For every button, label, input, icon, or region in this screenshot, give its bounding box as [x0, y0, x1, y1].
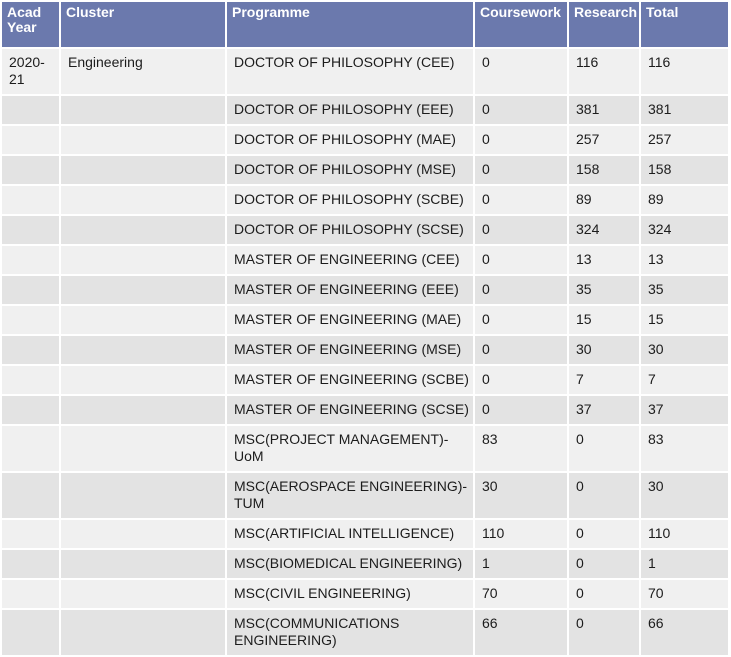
cell-coursework: 70: [475, 580, 567, 608]
table-row: [2, 306, 728, 334]
cell-cluster: [61, 96, 225, 124]
cell-programme: MSC(ARTIFICIAL INTELLIGENCE): [227, 520, 473, 548]
cell-coursework: 110: [475, 520, 567, 548]
cell-total: 110: [641, 520, 728, 548]
header-row: [2, 2, 728, 47]
cell-programme: DOCTOR OF PHILOSOPHY (MAE): [227, 126, 473, 154]
cell-acad-year: 2020-21: [2, 49, 59, 94]
cell-acad-year: [2, 550, 59, 578]
table-row: [2, 276, 728, 304]
cell-coursework: 0: [475, 96, 567, 124]
cell-coursework: 0: [475, 216, 567, 244]
cell-cluster: Engineering: [61, 49, 225, 94]
table-row: [2, 336, 728, 364]
table-row: [2, 49, 728, 94]
table-row: [2, 246, 728, 274]
cell-coursework: 66: [475, 610, 567, 655]
cell-research: 37: [569, 396, 639, 424]
table-row: [2, 610, 728, 655]
cell-research: 35: [569, 276, 639, 304]
table-row: [2, 186, 728, 214]
cell-coursework: 0: [475, 126, 567, 154]
cell-acad-year: [2, 306, 59, 334]
table-row: [2, 473, 728, 518]
cell-coursework: 0: [475, 306, 567, 334]
column-header-programme: Programme: [227, 2, 473, 47]
column-header-research: Research: [569, 2, 639, 47]
cell-acad-year: [2, 473, 59, 518]
cell-cluster: [61, 473, 225, 518]
cell-coursework: 0: [475, 49, 567, 94]
table-row: [2, 426, 728, 471]
cell-research: 15: [569, 306, 639, 334]
column-header-coursework: Coursework: [475, 2, 567, 47]
cell-acad-year: [2, 276, 59, 304]
cell-research: 0: [569, 520, 639, 548]
cell-total: 381: [641, 96, 728, 124]
cell-research: 0: [569, 580, 639, 608]
cell-total: 89: [641, 186, 728, 214]
cell-coursework: 0: [475, 246, 567, 274]
table-row: [2, 126, 728, 154]
cell-cluster: [61, 580, 225, 608]
cell-cluster: [61, 276, 225, 304]
cell-acad-year: [2, 366, 59, 394]
cell-total: 30: [641, 336, 728, 364]
cell-acad-year: [2, 426, 59, 471]
cell-research: 0: [569, 610, 639, 655]
cell-programme: MSC(CIVIL ENGINEERING): [227, 580, 473, 608]
table-row: [2, 520, 728, 548]
cell-programme: MASTER OF ENGINEERING (MAE): [227, 306, 473, 334]
cell-coursework: 1: [475, 550, 567, 578]
table-row: [2, 580, 728, 608]
cell-research: 324: [569, 216, 639, 244]
cell-total: 66: [641, 610, 728, 655]
cell-total: 70: [641, 580, 728, 608]
cell-research: 13: [569, 246, 639, 274]
cell-total: 15: [641, 306, 728, 334]
cell-research: 257: [569, 126, 639, 154]
cell-cluster: [61, 550, 225, 578]
cell-acad-year: [2, 580, 59, 608]
cell-research: 7: [569, 366, 639, 394]
table-header: [2, 2, 728, 47]
cell-acad-year: [2, 396, 59, 424]
cell-acad-year: [2, 520, 59, 548]
cell-coursework: 0: [475, 336, 567, 364]
cell-acad-year: [2, 156, 59, 184]
cell-programme: MSC(PROJECT MANAGEMENT)-UoM: [227, 426, 473, 471]
cell-acad-year: [2, 336, 59, 364]
cell-programme: DOCTOR OF PHILOSOPHY (SCSE): [227, 216, 473, 244]
cell-research: 0: [569, 426, 639, 471]
cell-total: 116: [641, 49, 728, 94]
cell-programme: DOCTOR OF PHILOSOPHY (SCBE): [227, 186, 473, 214]
column-header-total: Total: [641, 2, 728, 47]
cell-cluster: [61, 306, 225, 334]
table-row: [2, 550, 728, 578]
cell-cluster: [61, 186, 225, 214]
cell-cluster: [61, 246, 225, 274]
cell-research: 89: [569, 186, 639, 214]
cell-acad-year: [2, 246, 59, 274]
table-row: [2, 396, 728, 424]
cell-programme: MASTER OF ENGINEERING (CEE): [227, 246, 473, 274]
cell-total: 324: [641, 216, 728, 244]
table-row: [2, 156, 728, 184]
cell-cluster: [61, 126, 225, 154]
cell-coursework: 0: [475, 276, 567, 304]
table-row: [2, 216, 728, 244]
cell-cluster: [61, 336, 225, 364]
cell-cluster: [61, 426, 225, 471]
cell-programme: MASTER OF ENGINEERING (SCBE): [227, 366, 473, 394]
cell-coursework: 30: [475, 473, 567, 518]
cell-coursework: 83: [475, 426, 567, 471]
cell-acad-year: [2, 186, 59, 214]
cell-acad-year: [2, 610, 59, 655]
table-row: [2, 366, 728, 394]
column-header-acad-year: Acad Year: [2, 2, 59, 47]
cell-programme: DOCTOR OF PHILOSOPHY (MSE): [227, 156, 473, 184]
cell-total: 158: [641, 156, 728, 184]
cell-programme: MASTER OF ENGINEERING (MSE): [227, 336, 473, 364]
cell-programme: MASTER OF ENGINEERING (SCSE): [227, 396, 473, 424]
cell-cluster: [61, 520, 225, 548]
cell-total: 13: [641, 246, 728, 274]
cell-cluster: [61, 216, 225, 244]
cell-programme: DOCTOR OF PHILOSOPHY (CEE): [227, 49, 473, 94]
cell-coursework: 0: [475, 366, 567, 394]
cell-research: 0: [569, 550, 639, 578]
cell-programme: MSC(AEROSPACE ENGINEERING)-TUM: [227, 473, 473, 518]
cell-total: 37: [641, 396, 728, 424]
cell-research: 30: [569, 336, 639, 364]
cell-programme: MASTER OF ENGINEERING (EEE): [227, 276, 473, 304]
cell-cluster: [61, 156, 225, 184]
cell-total: 83: [641, 426, 728, 471]
cell-cluster: [61, 366, 225, 394]
cell-acad-year: [2, 126, 59, 154]
table-row: [2, 96, 728, 124]
cell-total: 1: [641, 550, 728, 578]
cell-coursework: 0: [475, 186, 567, 214]
cell-programme: DOCTOR OF PHILOSOPHY (EEE): [227, 96, 473, 124]
cell-research: 0: [569, 473, 639, 518]
cell-acad-year: [2, 216, 59, 244]
cell-programme: MSC(BIOMEDICAL ENGINEERING): [227, 550, 473, 578]
cell-total: 7: [641, 366, 728, 394]
cell-research: 158: [569, 156, 639, 184]
table-body: [2, 49, 728, 655]
cell-research: 116: [569, 49, 639, 94]
column-header-cluster: Cluster: [61, 2, 225, 47]
cell-programme: MSC(COMMUNICATIONS ENGINEERING): [227, 610, 473, 655]
cell-cluster: [61, 396, 225, 424]
cell-coursework: 0: [475, 396, 567, 424]
cell-acad-year: [2, 96, 59, 124]
cell-coursework: 0: [475, 156, 567, 184]
cell-total: 30: [641, 473, 728, 518]
cell-cluster: [61, 610, 225, 655]
cell-total: 257: [641, 126, 728, 154]
cell-total: 35: [641, 276, 728, 304]
cell-research: 381: [569, 96, 639, 124]
